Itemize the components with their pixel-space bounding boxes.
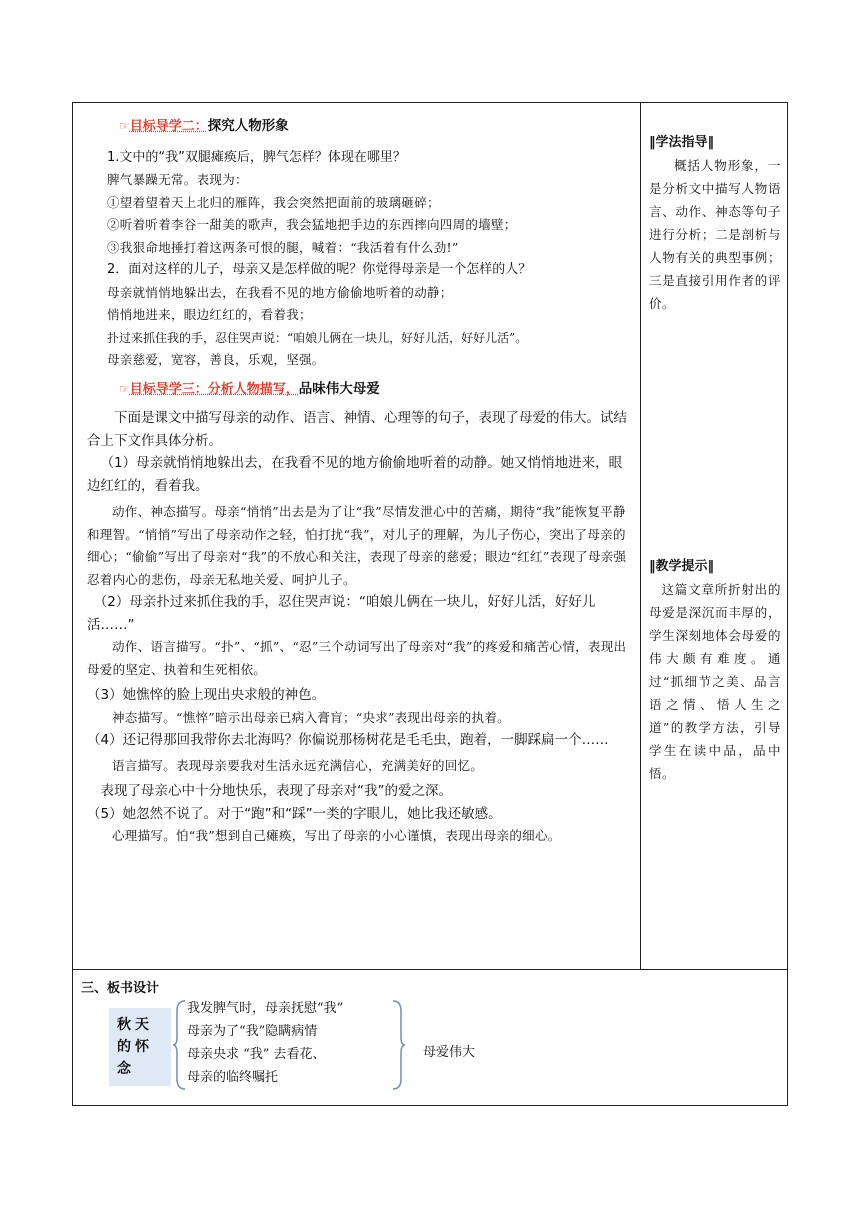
- quote-5: （5）她忽然不说了。对于“跑”和“踩”一类的字眼儿，她比我还敏感。: [87, 805, 502, 822]
- quote-3: （3）她憔悴的脸上现出央求般的神色。: [87, 687, 326, 703]
- board-box-line: 的怀: [117, 1039, 153, 1055]
- quote-4: （4）还记得那回我带你去北海吗？你偏说那杨树花是毛毛虫，跑着，一脚踩扁一个……: [87, 732, 609, 748]
- study-guide-text: 概括人物形象，一是分析文中描写人物语言、动作、神态等句子进行分析；二是剖析与人物有关的典型事例；三是直接引用作者的评价。: [649, 158, 781, 311]
- analysis-3: 神态描写。“憔悴”暗示出母亲已病入膏肓；“央求”表现出母亲的执着。: [112, 709, 510, 725]
- board-item: 我发脾气时，母亲抚慰“我”: [187, 1001, 344, 1016]
- teaching-tips: [649, 555, 781, 785]
- board-title-box: [109, 1008, 171, 1086]
- goal3-heading: [87, 378, 633, 402]
- quote-1: （1）母亲就悄悄地躲出去，在我看不见的地方偷偷地听着的动静。她又悄悄地进来，眼边红红的，看着我。: [87, 455, 623, 494]
- board-item: 母亲为了“我”隐瞒病情: [187, 1024, 318, 1039]
- analysis-2: 动作、语言描写。“扑”、“抓”、“忍”三个动词写出了母亲对“我”的疼爱和痛苦心情，表现出母爱的坚定、执着和生死相依。: [87, 639, 627, 677]
- goal2-line: 扑过来抓住我的手，忍住哭声说：“咱娘儿俩在一块儿，好好儿活，好好儿活”。: [107, 330, 528, 345]
- board-item: 母亲央求 “我” 去看花、: [187, 1047, 326, 1062]
- board-box-line: 秋天: [117, 1017, 153, 1033]
- goal2-heading: [87, 115, 633, 139]
- column-divider: [640, 103, 641, 969]
- goal2-prefix: 目标导学二：: [129, 119, 208, 134]
- goal2-line: 悄悄地进来，眼边红红的，看着我；: [107, 307, 312, 322]
- board-result: 母爱伟大: [423, 1045, 476, 1060]
- pointing-hand-icon: ☞: [119, 119, 130, 133]
- analysis-4-extra: 表现了母亲心中十分地快乐，表现了母亲对“我”的爱之深。: [100, 783, 452, 799]
- goal2-line: 1.文中的“我”双腿瘫痪后，脾气怎样？体现在哪里？: [107, 149, 406, 165]
- pointing-hand-icon: ☞: [119, 381, 130, 396]
- board-section-title: 三、板书设计: [81, 981, 160, 996]
- study-guide: [649, 131, 781, 315]
- lesson-table: [72, 102, 788, 1106]
- quote-2: （2）母亲扑过来抓住我的手，忍住哭声说：“咱娘儿俩在一块儿，好好儿活，好好儿活……”: [87, 594, 596, 633]
- goal2-line: 2．面对这样的儿子，母亲又是怎样做的呢？你觉得母亲是一个怎样的人？: [107, 262, 532, 277]
- goal3-title: 品味伟大母爱: [298, 380, 380, 397]
- goal2-line: ②听着听着李谷一甜美的歌声，我会猛地把手边的东西摔向四周的墙壁；: [107, 217, 517, 232]
- left-brace-icon: [173, 999, 187, 1091]
- board-items: [187, 997, 343, 1089]
- goal2-title: 探究人物形象: [207, 118, 289, 134]
- analysis-5: 心理描写。怕“我”想到自己瘫痪，写出了母亲的小心谨慎，表现出母亲的细心。: [112, 828, 561, 843]
- board-item: 母亲的临终嘱托: [187, 1070, 279, 1085]
- goal3-intro: 下面是课文中描写母亲的动作、语言、神情、心理等的句子，表现了母爱的伟大。试结合上下文作具体分析。: [87, 410, 627, 449]
- goal3-prefix: 目标导学三：分析人物描写，: [129, 381, 299, 397]
- analysis-1: 动作、神态描写。母亲“悄悄”出去是为了让“我”尽情发泄心中的苦痛，期待“我”能恢复平静和理智。“悄悄”写出了母亲动作之轻，怕打扰“我”，对儿子的理解，为儿子伤心，突出了母亲的细心；“偷偷”写出了母亲对“我”的不放心和关注，表现了母亲的慈爱；眼边“红红”表现了母亲强忍着内心的悲伤，母亲无私地关爱、呵护儿子。: [87, 504, 627, 587]
- analysis-4: 语言描写。表现母亲要我对生活永远充满信心，充满美好的回忆。: [112, 757, 484, 773]
- teaching-tips-text: 这篇文章所折射出的母爱是深沉而丰厚的，学生深刻地体会母爱的伟大颇有难度。通过“抓细节之美、品言语之情、悟人生之道”的教学方法，引导学生在读中品，品中悟。: [649, 582, 781, 781]
- goal2-line: 母亲就悄悄地躲出去，在我看不见的地方偷偷地听着的动静；: [107, 284, 453, 300]
- board-box-line: 念: [117, 1061, 135, 1077]
- goal2-line: 脾气暴躁无常。表现为：: [107, 172, 248, 187]
- row-divider: [73, 969, 787, 970]
- right-brace-icon: [391, 999, 405, 1091]
- goal2-line: ①望着望着天上北归的雁阵，我会突然把面前的玻璃砸碎；: [107, 194, 440, 210]
- study-guide-title: ‖学法指导‖: [649, 135, 715, 150]
- goal2-line: ③我狠命地捶打着这两条可恨的腿，喊着：“我活着有什么劲!”: [107, 239, 459, 255]
- teaching-tips-title: ‖教学提示‖: [649, 559, 715, 574]
- goal2-line: 母亲慈爱，宽容，善良，乐观，坚强。: [107, 352, 325, 367]
- main-column: [87, 115, 633, 848]
